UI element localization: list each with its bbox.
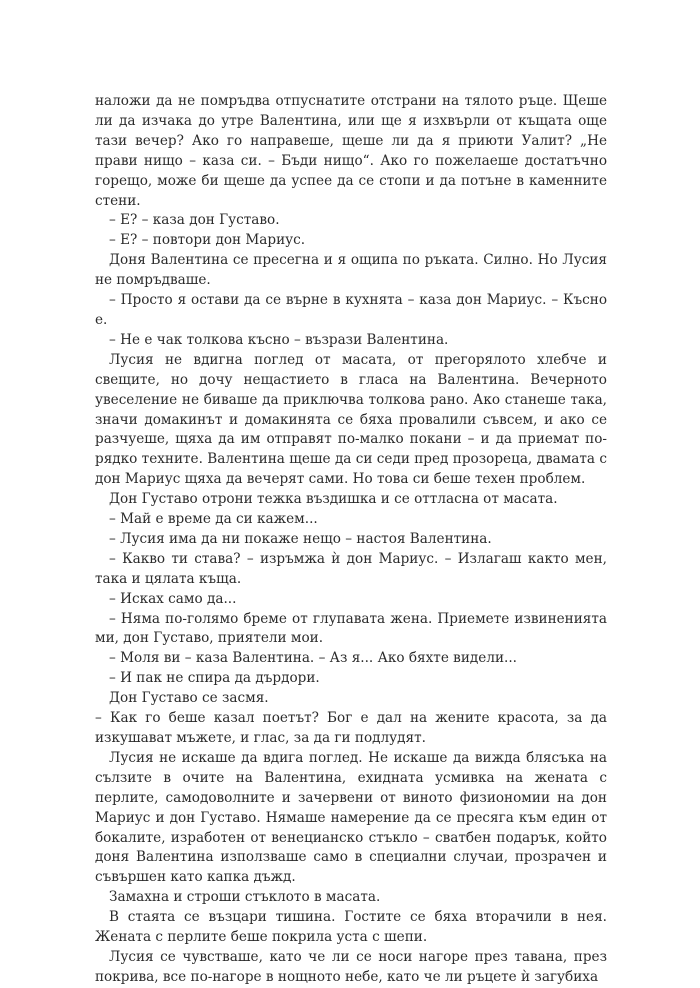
paragraph-4: Доня Валентина се пресегна и я ощипа по ръката. Силно. Но Лусия не помръдваше. <box>95 252 607 289</box>
paragraph-9: – Май е време да си кажем... <box>109 511 318 528</box>
paragraph-3: – Е? – повтори дон Мариус. <box>109 232 306 249</box>
paragraph-6: – Не е чак толкова късно – възрази Валентина. <box>109 331 449 348</box>
paragraph-8: Дон Густаво отрони тежка въздишка и се оттласна от масата. <box>109 491 558 508</box>
paragraph-7: Лусия не вдигна поглед от масата, от прегорялото хлебче и свещите, но дочу нещастието в гласа на Валентина. Вечерното увеселение не биваше да приключва толкова рано. Ако станеше така, значи домакинът и домакинята се бяха провалили съвсем, и ако се разчуеше, щяха да им отправят по-малко покани – и да приемат по-рядко техните. Валентина щеше да си седи пред прозореца, двамата с дон Мариус щяха да вечерят сами. Но това си беше техен проблем. <box>95 351 607 488</box>
book-page <box>95 92 607 988</box>
paragraph-19: Замахна и строши стъклото в масата. <box>109 889 381 906</box>
paragraph-17: – Как го беше казал поетът? Бог е дал на жените красота, за да изкушават мъжете, и глас, за да ги подлудят. <box>95 710 607 746</box>
paragraph-14: – Моля ви – каза Валентина. – Аз я... Ако бяхте видели... <box>109 650 517 667</box>
paragraph-2: – Е? – каза дон Густаво. <box>109 212 280 229</box>
paragraph-1: наложи да не помръдва отпуснатите отстрани на тялото ръце. Щеше ли да изчака до утре Валентина, или ще я изхвърли от къщата още тази вечер? Ако го направеше, щеше ли да я приюти Уалит? „Не прави нищо – каза си. – Бъди нищо“. Ако го пожелаеше достатъчно горещо, може би щеше да успее да се стопи и да потъне в каменните стени. <box>95 93 607 209</box>
paragraph-16: Дон Густаво се засмя. <box>109 690 269 707</box>
paragraph-20: В стаята се възцари тишина. Гостите се бяха вторачили в нея. Жената с перлите беше покрила уста с шепи. <box>95 909 607 946</box>
paragraph-15: – И пак не спира да дърдори. <box>109 670 320 687</box>
paragraph-11: – Какво ти става? – изръмжа ѝ дон Мариус. – Излагаш както мен, така и цялата къща. <box>95 550 607 587</box>
paragraph-21: Лусия се чувстваше, като че ли се носи нагоре през тавана, през покрива, все по-нагоре в нощното небе, като че ли ръцете ѝ загубиха <box>95 948 607 985</box>
paragraph-18: Лусия не искаше да вдига поглед. Не искаше да вижда блясъка на сълзите в очите на Валентина, ехидната усмивка на жената с перлите, самодоволните и зачервени от виното физиономии на дон Мариус и дон Густаво. Нямаше намерение да се пресяга към един от бокалите, изработен от венецианско стъкло – сватбен подарък, който доня Валентина използваше само в специални случаи, прозрачен и съвършен като капка дъжд. <box>95 749 607 886</box>
paragraph-12: – Исках само да... <box>109 590 237 607</box>
paragraph-10: – Лусия има да ни покаже нещо – настоя Валентина. <box>109 530 492 547</box>
paragraph-13: – Няма по-голямо бреме от глупавата жена. Приемете извиненията ми, дон Густаво, приятели мои. <box>95 610 607 647</box>
paragraph-5: – Просто я остави да се върне в кухнята – каза дон Мариус. – Късно е. <box>95 292 607 328</box>
